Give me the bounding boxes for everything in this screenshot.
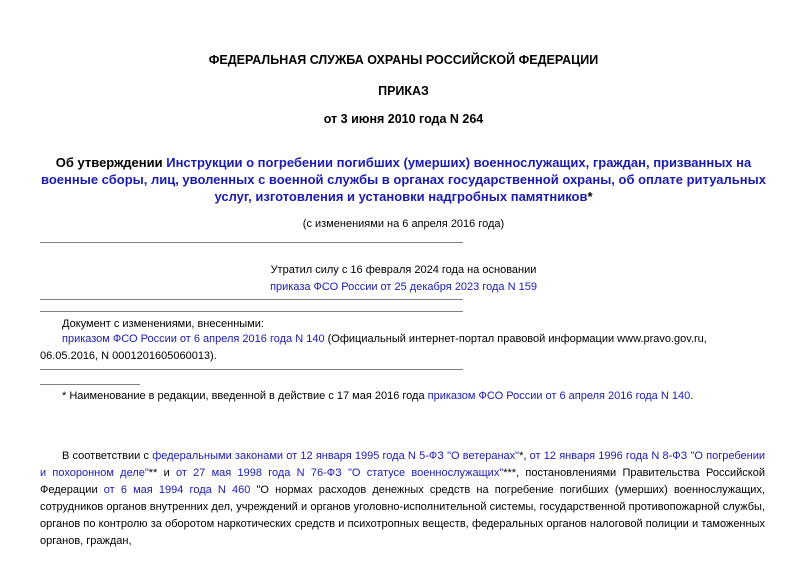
publication-info: (Официальный интернет-портал правовой информации www.pravo.gov.ru, 06.05.2016, N 0001201605060013).: [40, 333, 707, 362]
law-status-link[interactable]: от 27 мая 1998 года N 76-ФЗ "О статусе военнослужащих": [175, 467, 504, 479]
divider: [40, 299, 463, 300]
footnote-mark: ***: [503, 467, 517, 479]
body-text: "О нормах расходов денежных средств на погребение погибших (умерших) военнослужащих, сотрудников органов внутренних дел, учреждений и органов уголовно-исполнительной системы, государственной противопожарной службы, органов по контролю за оборотом наркотических средств и психотропных веществ, федеральных органов налоговой полиции и таможенных органов, граждан,: [40, 484, 766, 547]
amendments-note: (с изменениями на 6 апреля 2016 года): [302, 218, 505, 230]
footnote-mark: *: [519, 450, 524, 462]
law-veterans-link[interactable]: федеральными законами от 12 января 1995 года N 5-ФЗ "О ветеранах": [152, 450, 520, 462]
divider: [40, 369, 463, 370]
changes-list: [40, 331, 765, 365]
body-text: ,: [523, 450, 530, 462]
body-text: и: [157, 467, 176, 479]
expired-order-link[interactable]: приказа ФСО России от 25 декабря 2023 года N 159: [270, 281, 537, 293]
expired-text: Утратил силу с 16 февраля 2024 года на основании: [270, 264, 537, 276]
changes-intro: Документ с изменениями, внесенными:: [62, 318, 264, 330]
divider: [40, 242, 463, 243]
body-text: В соответствии с: [62, 450, 153, 462]
law-burial-link[interactable]: от 12 января 1996 года N 8-ФЗ "О погребении и похоронном деле": [40, 450, 766, 479]
title-asterisk: *: [587, 189, 593, 204]
divider: [40, 311, 463, 312]
doc-type-heading: ПРИКАЗ: [378, 84, 429, 98]
title-prefix: Об утверждении: [55, 155, 167, 170]
footnote-separator: [40, 384, 140, 385]
document-title: [40, 154, 767, 205]
body-text: , постановлениями Правительства Российской Федерации: [40, 467, 765, 496]
date-number-heading: от 3 июня 2010 года N 264: [323, 112, 484, 126]
amendment-order-link[interactable]: приказом ФСО России от 6 апреля 2016 года N 140: [62, 333, 325, 345]
agency-heading: ФЕДЕРАЛЬНАЯ СЛУЖБА ОХРАНЫ РОССИЙСКОЙ ФЕДЕРАЦИИ: [208, 53, 599, 67]
footnote-order-link[interactable]: приказом ФСО России от 6 апреля 2016 года N 140: [427, 390, 691, 402]
footnote-end: .: [690, 390, 694, 402]
footnote-text: * Наименование в редакции, введенной в действие с 17 мая 2016 года: [62, 390, 428, 402]
instruction-link[interactable]: Инструкции о погребении погибших (умерших) военнослужащих, граждан, призванных на военные сборы, лиц, уволенных с военной службы в органах государственной охраны, об оплате ритуальных услуг, изготовления и установки надгробных памятников: [41, 155, 766, 204]
footnote: [40, 388, 765, 405]
body-paragraph: [40, 448, 765, 550]
expired-block: [40, 262, 767, 296]
decree-460-link[interactable]: от 6 мая 1994 года N 460: [103, 484, 251, 496]
footnote-mark: **: [148, 467, 158, 479]
